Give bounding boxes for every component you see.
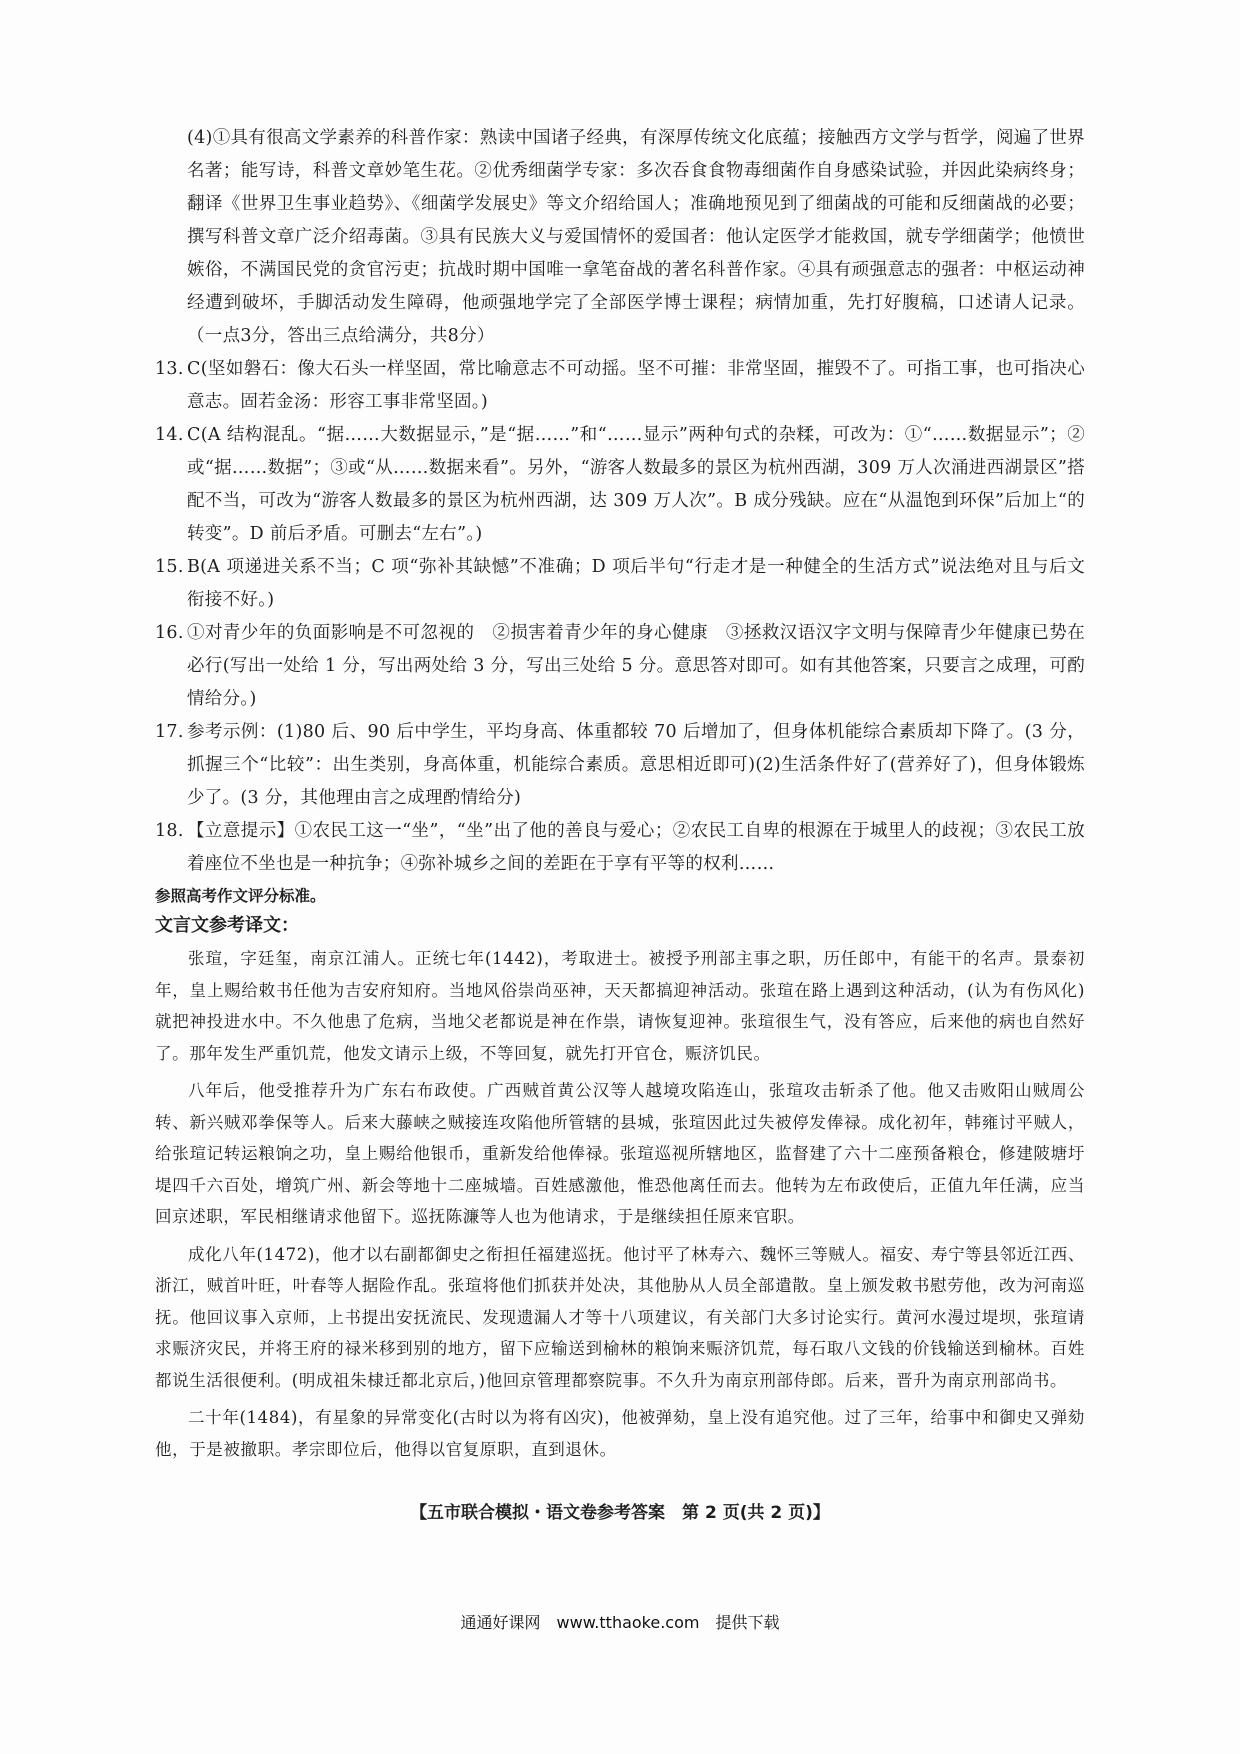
answer-text: 参考示例：(1)80 后、90 后中学生，平均身高、体重都较 70 后增加了，但身体机能综合素质却下降了。(3 分，抓握三个“比较”：出生类别，身高体重，机能综合素质。意思相近即可)(2)生活条件好了(营养好了)，但身体锻炼少了。(3 分，其他理由言之成理酌情给分) xyxy=(187,722,1085,808)
question-number: 16. xyxy=(155,623,184,643)
page-footer: 【五市联合模拟・语文卷参考答案 第 2 页(共 2 页)】 xyxy=(410,1503,830,1523)
translation-paragraph: 二十年(1484)，有星象的异常变化(古时以为将有凶灾)，他被弹劾，皇上没有追究他。过了三年，给事中和御史又弹劾他，于是被撤职。孝宗即位后，他得以官复原职，直到退休。 xyxy=(155,1408,1085,1459)
answer-content xyxy=(155,122,1085,1471)
answer-text: C(坚如磐石：像大石头一样坚固，常比喻意志不可动摇。坚不可摧：非常坚固，摧毁不了。可指工事，也可指决心意志。固若金汤：形容工事非常坚固。) xyxy=(187,359,1085,412)
answer-q4: (4)①具有很高文学素养的科普作家：熟读中国诸子经典，有深厚传统文化底蕴；接触西方文学与哲学，阅遍了世界名著；能写诗，科普文章妙笔生花。②优秀细菌学专家：多次吞食食物毒细菌作自身感染试验，并因此染病终身；翻译《世界卫生事业趋势》、《细菌学发展史》等文介绍给国人；准确地预见到了细菌战的可能和反细菌战的必要；撰写科普文章广泛介绍毒菌。③具有民族大义与爱国情怀的爱国者：他认定医学才能救国，就专学细菌学；他愤世嫉俗，不满国民党的贪官污吏；抗战时期中国唯一拿笔奋战的著名科普作家。④具有顽强意志的强者：中枢运动神经遭到破坏，手脚活动发生障碍，他顽强地学完了全部医学博士课程；病情加重，先打好腹稿，口述请人记录。（一点3分，答出三点给满分，共8分） xyxy=(187,128,1085,346)
answer-text: C(A 结构混乱。“据……大数据显示，”是“据……”和“……显示”两种句式的杂糅，可改为：①“……数据显示”；②或“据……数据”；③或“从……数据来看”。另外，“游客人数最多的景区为杭州西湖，309 万人次涌进西湖景区”搭配不当，可改为“游客人数最多的景区为杭州西湖，达 309 万人次”。B 成分残缺。应在“从温饱到环保”后加上“的转变”。D 前后矛盾。可删去“左右”。) xyxy=(187,425,1085,544)
translation-paragraph: 张瑄，字廷玺，南京江浦人。正统七年(1442)，考取进士。被授予刑部主事之职，历任郎中，有能干的名声。景泰初年，皇上赐给敕书任他为吉安府知府。当地风俗崇尚巫神，天天都搞迎神活动。张瑄在路上遇到这种活动，(认为有伤风化)就把神投进水中。不久他患了危病，当地父老都说是神在作祟，请恢复迎神。张瑄很生气，没有答应，后来他的病也自然好了。那年发生严重饥荒，他发文请示上级，不等回复，就先打开官仓，赈济饥民。 xyxy=(155,949,1085,1063)
translation-paragraph: 八年后，他受推荐升为广东右布政使。广西贼首黄公汉等人越境攻陷连山，张瑄攻击斩杀了他。他又击败阳山贼周公转、新兴贼邓拳保等人。后来大藤峡之贼接连攻陷他所管辖的县城，张瑄因此过失被停发俸禄。成化初年，韩雍讨平贼人，给张瑄记转运粮饷之功，皇上赐给他银币，重新发给他俸禄。张瑄巡视所辖地区，监督建了六十二座预备粮仓，修建陂塘圩堤四千六百处，增筑广州、新会等地十二座城墙。百姓感激他，惟恐他离任而去。他转为左布政使后，正值九年任满，应当回京述职，军民相继请求他留下。巡抚陈濂等人也为他请求，于是继续担任原来官职。 xyxy=(155,1081,1085,1226)
answer-q16 xyxy=(155,617,1085,716)
answer-q14 xyxy=(155,419,1085,551)
answer-text: B(A 项递进关系不当；C 项“弥补其缺憾”不准确；D 项后半句“行走才是一种健全的生活方式”说法绝对且与后文衔接不好。) xyxy=(187,557,1085,610)
download-watermark: 通通好课网 www.tthaoke.com 提供下载 xyxy=(460,1613,780,1632)
question-number: 13. xyxy=(155,359,184,379)
answer-text: 【立意提示】①农民工这一“坐”，“坐”出了他的善良与爱心；②农民工自卑的根源在于城里人的歧视；③农民工放着座位不坐也是一种抗争；④弥补城乡之间的差距在于享有平等的权利…… xyxy=(187,821,1085,874)
answer-q15 xyxy=(155,551,1085,617)
answer-text: ①对青少年的负面影响是不可忽视的 ②损害着青少年的身心健康 ③拯救汉语汉字文明与保障青少年健康已势在必行(写出一处给 1 分，写出两处给 3 分，写出三处给 5 分。意思答对即可。如有其他答案，只要言之成理，可酌情给分。) xyxy=(187,623,1085,709)
answer-q17 xyxy=(155,716,1085,815)
question-number: 18. xyxy=(155,821,184,841)
essay-reference: 参照高考作文评分标准。 xyxy=(155,886,326,905)
question-number: 15. xyxy=(155,557,184,577)
answer-q13 xyxy=(155,353,1085,419)
translation-title: 文言文参考译文： xyxy=(155,915,299,936)
translation-paragraph: 成化八年(1472)，他才以右副都御史之衔担任福建巡抚。他讨平了林寿六、魏怀三等贼人。福安、寿宁等县邻近江西、浙江，贼首叶旺，叶春等人据险作乱。张瑄将他们抓获并处决，其他胁从人员全部遣散。皇上颁发敕书慰劳他，改为河南巡抚。他回议事入京师，上书提出安抚流民、发现遗漏人才等十八项建议，有关部门大多讨论实行。黄河水漫过堤坝，张瑄请求赈济灾民，并将王府的禄米移到别的地方，留下应输送到榆林的粮饷来赈济饥荒，每石取八文钱的价钱输送到榆林。百姓都说生活很便利。(明成祖朱棣迁都北京后，)他回京管理都察院事。不久升为南京刑部侍郎。后来，晋升为南京刑部尚书。 xyxy=(155,1244,1085,1390)
question-number: 14. xyxy=(155,425,184,445)
question-number: 17. xyxy=(155,722,184,742)
answer-q18 xyxy=(155,815,1085,881)
